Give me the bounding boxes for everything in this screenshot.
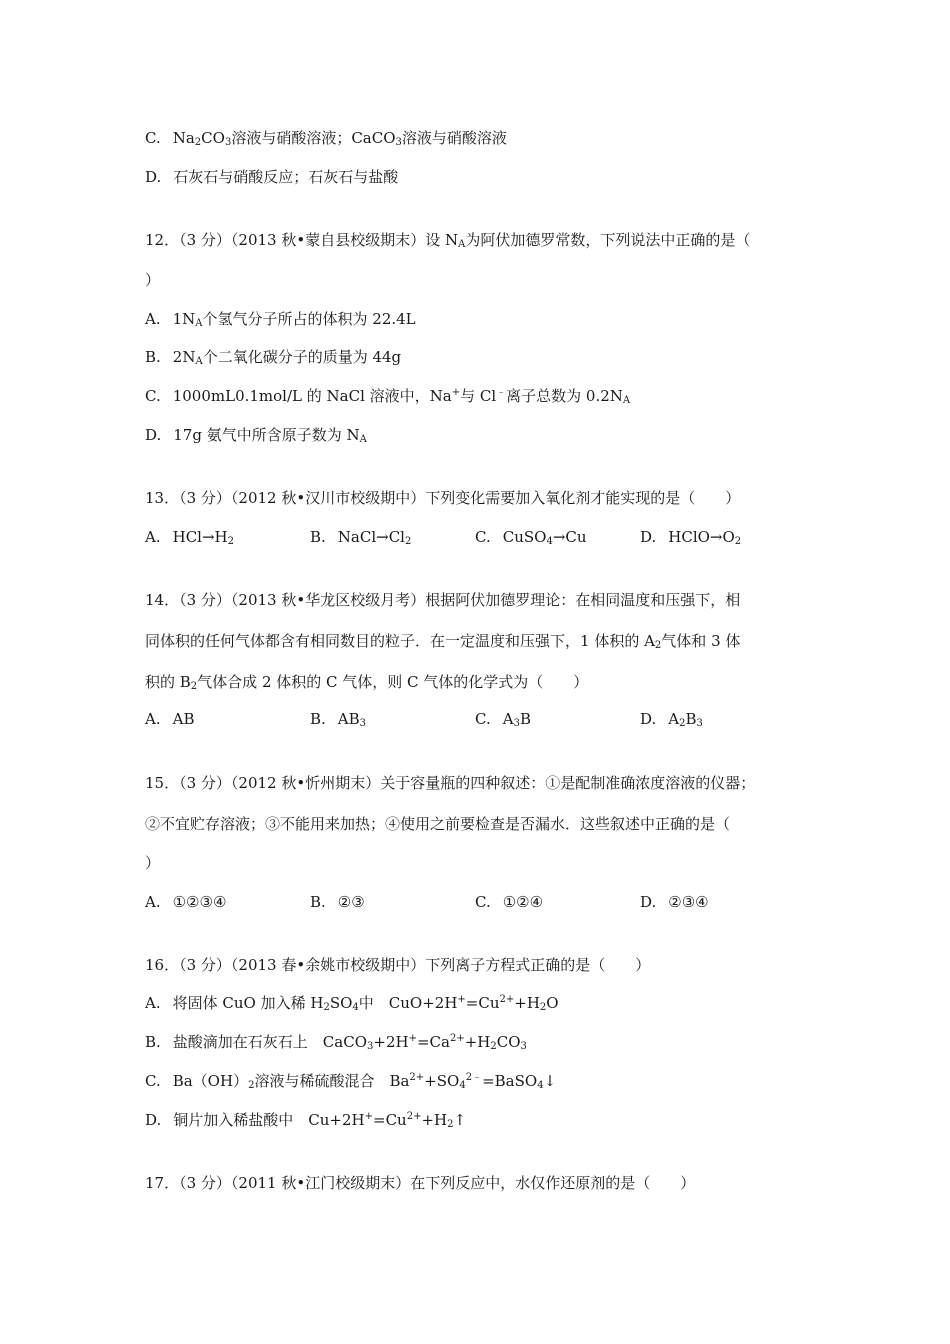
q15-option-a: A. ①②③④	[145, 893, 227, 911]
q12-stem-cont: ）	[145, 271, 161, 289]
q14-options	[145, 709, 865, 729]
q14-stem-line3: 积的 $B_2$气体合成 2 体积的 C 气体，则 C 气体的化学式为（ ）	[145, 673, 589, 692]
q15-stem-line1: 15．（3 分）（2012 秋•忻州期末）关于容量瓶的四种叙述：①是配制准确浓度溶液的仪器；	[145, 774, 756, 792]
q11-option-c: C. $Na_2CO_3$溶液与硝酸溶液；CaCO$_3$溶液与硝酸溶液	[145, 129, 507, 148]
option-label: C.	[145, 387, 161, 405]
option-label: B.	[145, 348, 161, 366]
q16-option-c: C. $Ba(OH)_2$溶液与稀硫酸混合 $Ba^{2+}+SO_4^{2﹣}=BaSO_4↓$	[145, 1072, 557, 1091]
q14-option-c: C. $A_3B$	[475, 710, 531, 729]
q16-option-a: A. 将固体 CuO 加入稀 $H_2SO_4$中 $CuO+2H^+=Cu^{2+}+H_2O$	[145, 994, 559, 1013]
q13-option-d: D. $HClO\to O_2$	[640, 528, 742, 547]
q13-option-c: C. CuSO$_4$→Cu	[475, 528, 587, 547]
option-label: D.	[145, 426, 162, 444]
option-label: D.	[145, 1111, 162, 1129]
option-label: C.	[145, 129, 161, 147]
q14-option-a: A. AB	[145, 710, 195, 728]
option-label: C.	[145, 1072, 161, 1090]
q12-stem: 12．（3 分）（2013 秋•蒙自县校级期末）设 $N_A$为阿伏加德罗常数，下列说法中正确的是（	[145, 231, 751, 250]
q11-option-d: D. 石灰石与硝酸反应；石灰石与盐酸	[145, 168, 399, 186]
q15-option-b: B. ②③	[310, 893, 365, 911]
q17-stem: 17．（3 分）（2011 秋•江门校级期末）在下列反应中，水仅作还原剂的是（ ）	[145, 1174, 696, 1192]
q14-option-d: D. $A_2B_3$	[640, 710, 703, 729]
q16-option-d: D. 铜片加入稀盐酸中 $Cu+2H^+=Cu^{2+}+H_2↑$	[145, 1111, 467, 1130]
q12-option-a: A. $1N_A$个氢气分子所占的体积为 22.4L	[145, 310, 416, 329]
q13-option-a: A. $HCl\to H_2$	[145, 528, 234, 547]
q13-stem: 13．（3 分）（2012 秋•汉川市校级期中）下列变化需要加入氧化剂才能实现的是（ ）	[145, 489, 741, 507]
q12-option-d: D. 17g 氨气中所含原子数为 $N_A$	[145, 426, 367, 445]
q12-option-b: B. $2N_A$个二氧化碳分子的质量为 44g	[145, 348, 402, 367]
q15-stem-line2: ②不宜贮存溶液；③不能用来加热；④使用之前要检查是否漏水．这些叙述中正确的是（	[145, 815, 731, 833]
q13-option-b: B. $NaCl\to Cl_2$	[310, 528, 412, 547]
option-label: A.	[145, 310, 161, 328]
option-label: D.	[145, 168, 162, 186]
q15-options	[145, 892, 865, 912]
q15-option-d: D. ②③④	[640, 893, 709, 911]
q14-option-b: B. $AB_3$	[310, 710, 367, 729]
option-label: A.	[145, 994, 161, 1012]
q16-option-b: B. 盐酸滴加在石灰石上 $CaCO_3+2H^+=Ca^{2+}+H_2CO_3$	[145, 1033, 527, 1052]
q12-option-c: C. 1000mL0.1mol/L 的 NaCl 溶液中，Na+与 Cl﹣离子总数为 $0.2N_A$	[145, 387, 631, 406]
q16-stem: 16．（3 分）（2013 春•余姚市校级期中）下列离子方程式正确的是（ ）	[145, 956, 651, 974]
q13-options	[145, 527, 865, 547]
q14-stem-line1: 14．（3 分）（2013 秋•华龙区校级月考）根据阿伏加德罗理论：在相同温度和压强下，相	[145, 591, 741, 609]
q14-stem-line2: 同体积的任何气体都含有相同数目的粒子．在一定温度和压强下，1 体积的 $A_2$气体和 3 体	[145, 632, 741, 651]
q15-option-c: C. ①②④	[475, 893, 544, 911]
option-label: B.	[145, 1033, 161, 1051]
q15-stem-line3: ）	[145, 854, 161, 872]
